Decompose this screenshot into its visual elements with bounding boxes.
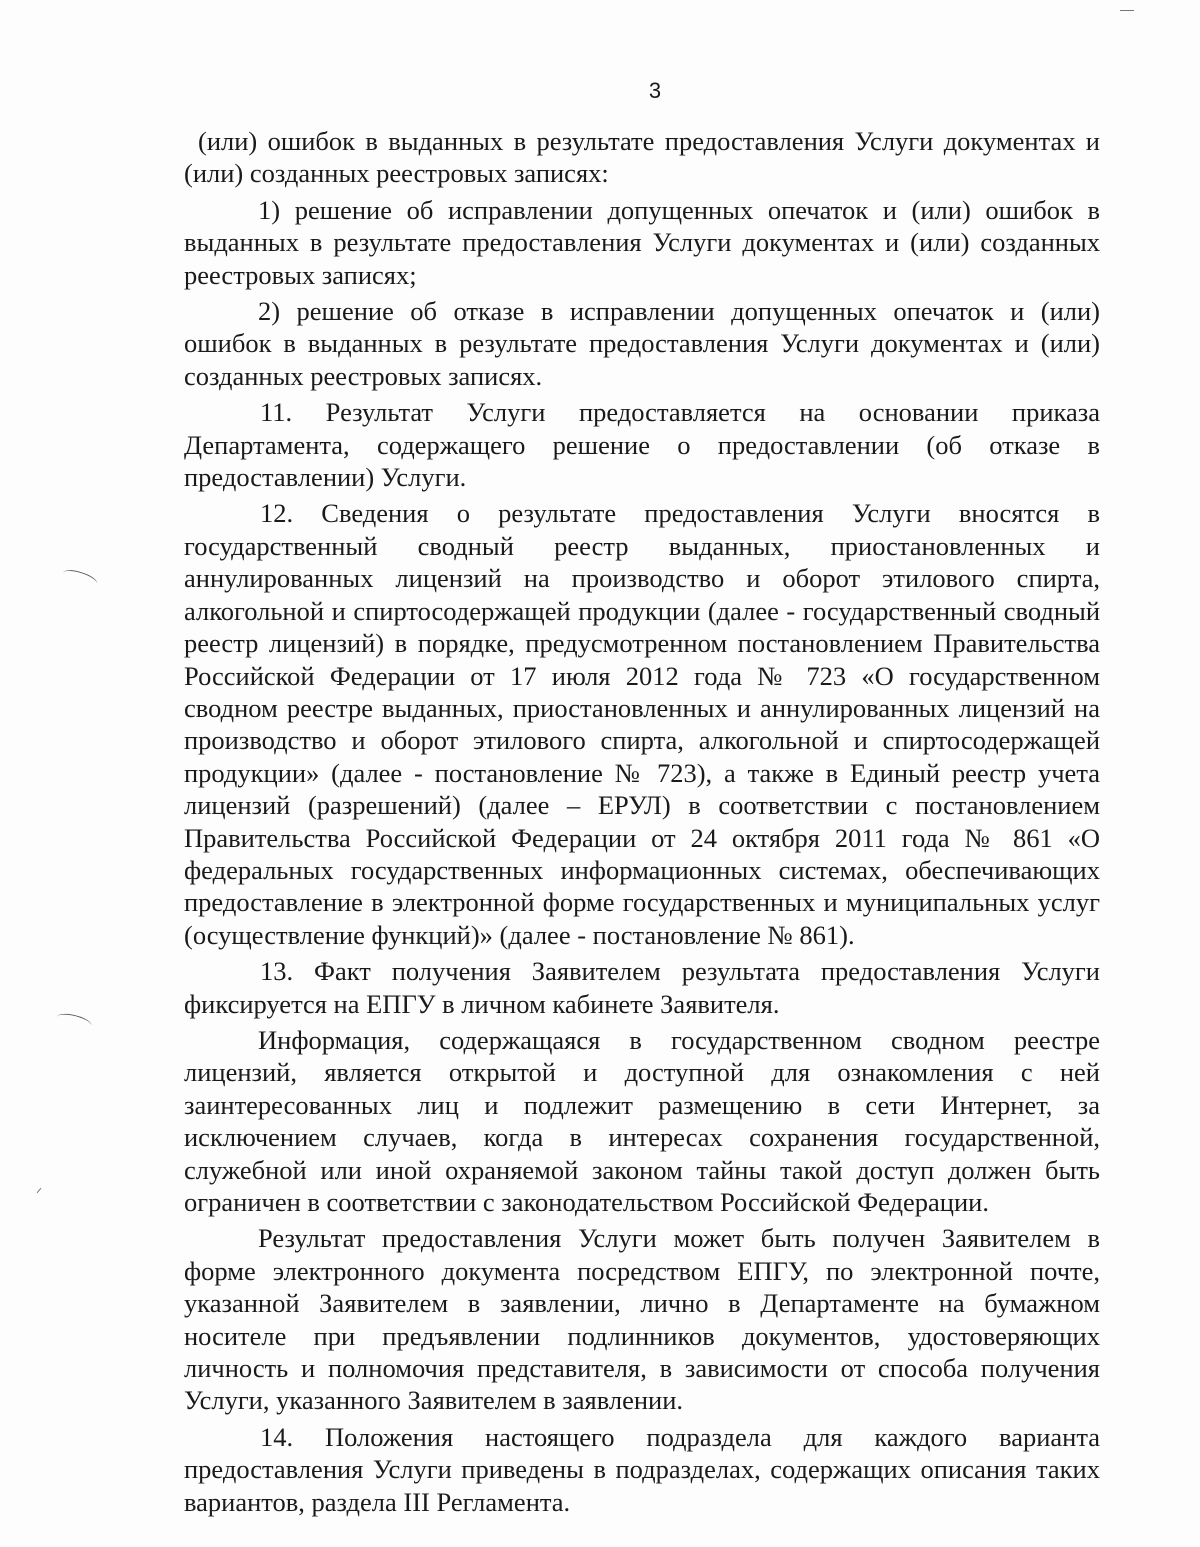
document-body bbox=[184, 125, 1100, 1518]
clause-12: 12. Сведения о результате предоставления Услуги вносятся в государственный сводный реестр выданных, приостановленных и аннулированных лицензий на производство и оборот этилового спирта, алкогольной и спиртосодержащей продукции (далее - государственный сводный реестр лицензий) в порядке, предусмотренном постановлением Правительства Российской Федерации от 17 июля 2012 года № 723 «О государственном сводном реестре выданных, приостановленных и аннулированных лицензий на производство и оборот этилового спирта, алкогольной и спиртосодержащей продукции» (далее - постановление № 723), а также в Единый реестр учета лицензий (разрешений) (далее – ЕРУЛ) в соответствии с постановлением Правительства Российской Федерации от 24 октября 2011 года № 861 «О федеральных государственных информационных системах, обеспечивающих предоставление в электронной форме государственных и муниципальных услуг (осуществление функций)» (далее - постановление № 861). bbox=[184, 498, 1100, 950]
scan-speck bbox=[37, 1188, 42, 1193]
paragraph-registry-info: Информация, содержащаяся в государственном сводном реестре лицензий, является открытой и доступной для ознакомления с ней заинтересованных лиц и подлежит размещению в сети Интернет, за исключением случаев, когда в интересах сохранения государственной, служебной или иной охраняемой законом тайны такой доступ должен быть ограничен в соответствии с законодательством Российской Федерации. bbox=[184, 1024, 1100, 1217]
clause-11: 11. Результат Услуги предоставляется на основании приказа Департамента, содержащего решение о предоставлении (об отказе в предоставлении) Услуги. bbox=[184, 397, 1100, 493]
clause-13: 13. Факт получения Заявителем результата предоставления Услуги фиксируется на ЕПГУ в личном кабинете Заявителя. bbox=[184, 956, 1100, 1019]
binder-hole-mark bbox=[55, 1011, 93, 1032]
binder-hole-mark bbox=[61, 567, 99, 590]
paragraph-result-delivery: Результат предоставления Услуги может быть получен Заявителем в форме электронного документа посредством ЕПГУ, по электронной почте, указанной Заявителем в заявлении, лично в Департаменте на бумажном носителе при предъявлении подлинников документов, удостоверяющих личность и полномочия представителя, в зависимости от способа получения Услуги, указанного Заявителем в заявлении. bbox=[184, 1223, 1100, 1416]
paragraph-continuation: (или) ошибок в выданных в результате предоставления Услуги документах и (или) созданных реестровых записях: bbox=[184, 126, 1100, 189]
list-item-2: 2) решение об отказе в исправлении допущенных опечаток и (или) ошибок в выданных в результате предоставления Услуги документах и (или) созданных реестровых записях. bbox=[184, 296, 1100, 391]
clause-14: 14. Положения настоящего подраздела для каждого варианта предоставления Услуги приведены в подразделах, содержащих описания таких вариантов, раздела III Регламента. bbox=[184, 1421, 1100, 1517]
page-number: 3 bbox=[648, 78, 662, 103]
list-item-1: 1) решение об исправлении допущенных опечаток и (или) ошибок в выданных в результате предоставления Услуги документах и (или) созданных реестровых записях; bbox=[184, 194, 1100, 290]
scan-speck bbox=[1120, 10, 1134, 11]
